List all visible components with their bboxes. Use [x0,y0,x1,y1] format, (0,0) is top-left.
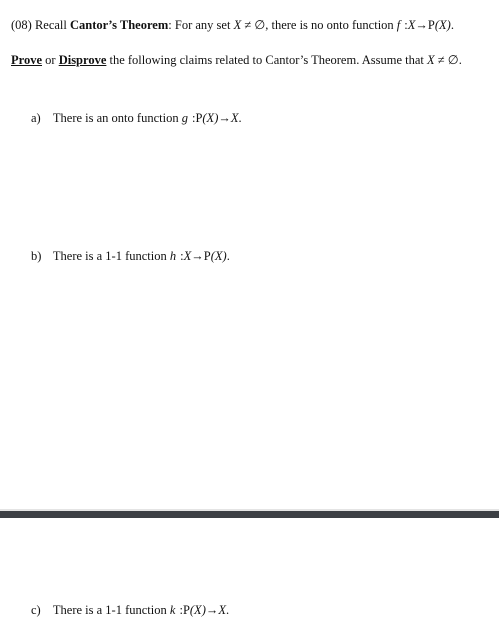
prove-word: Prove [11,53,43,67]
claim-label: c) [31,603,41,617]
not-equal-symbol: ≠ [244,18,252,32]
codomain-set: X [218,603,226,617]
claim-period: . [238,111,242,125]
claim-label: b) [31,249,42,263]
arrow-symbol: → [415,18,428,32]
instructions-period: . [458,53,462,67]
arrow-symbol: → [205,603,219,617]
empty-set-symbol: ∅ [447,53,459,67]
assumption-set-x: X [427,53,435,67]
empty-set-symbol: ∅ [254,18,266,32]
domain-set: X [183,249,192,263]
function-f-name: f [396,18,401,32]
problem-statement [11,17,454,33]
function-name: g [181,111,188,125]
instructions-text: the following claims related to Cantor’s Theorem. Assume that [109,53,424,67]
power-set-symbol: P [203,249,211,263]
function-f-domain: X [407,18,416,32]
power-set-argument: (X) [210,249,227,263]
function-colon: : [179,603,183,617]
function-name: k [169,603,176,617]
claim-period: . [226,603,230,617]
codomain-set: X [230,111,239,125]
claim-a [31,110,242,126]
condition-set-x: X [233,18,242,32]
function-colon: : [191,111,196,125]
power-set-argument: (X) [434,18,451,32]
statement-period: . [450,18,454,32]
power-set-symbol: P [195,111,203,125]
function-name: h [169,249,177,263]
power-set-argument: (X) [202,111,219,125]
not-equal-symbol: ≠ [437,53,445,67]
claim-c [31,602,229,618]
claim-period: . [226,249,230,263]
claim-text: There is a 1-1 function [52,249,167,263]
claim-b [31,248,230,264]
recall-word: Recall [34,18,67,32]
or-word: or [45,53,56,67]
disprove-word: Disprove [58,53,107,67]
function-f-colon: : [404,18,408,32]
function-colon: : [180,249,184,263]
theorem-colon: : [168,18,172,32]
instructions [11,52,462,68]
arrow-symbol: → [218,111,231,125]
theorem-text-2: , there is no onto function [265,18,394,32]
power-set-argument: (X) [189,603,206,617]
page-separator [0,511,499,518]
power-set-symbol: P [182,603,190,617]
claim-label: a) [31,111,41,125]
claim-text: There is an onto function [52,111,179,125]
theorem-name: Cantor’s Theorem [70,18,169,32]
theorem-text-1: For any set [174,18,231,32]
claim-text: There is a 1-1 function [52,603,167,617]
power-set-symbol: P [427,18,435,32]
arrow-symbol: → [191,249,204,263]
problem-number: (08) [11,18,32,32]
